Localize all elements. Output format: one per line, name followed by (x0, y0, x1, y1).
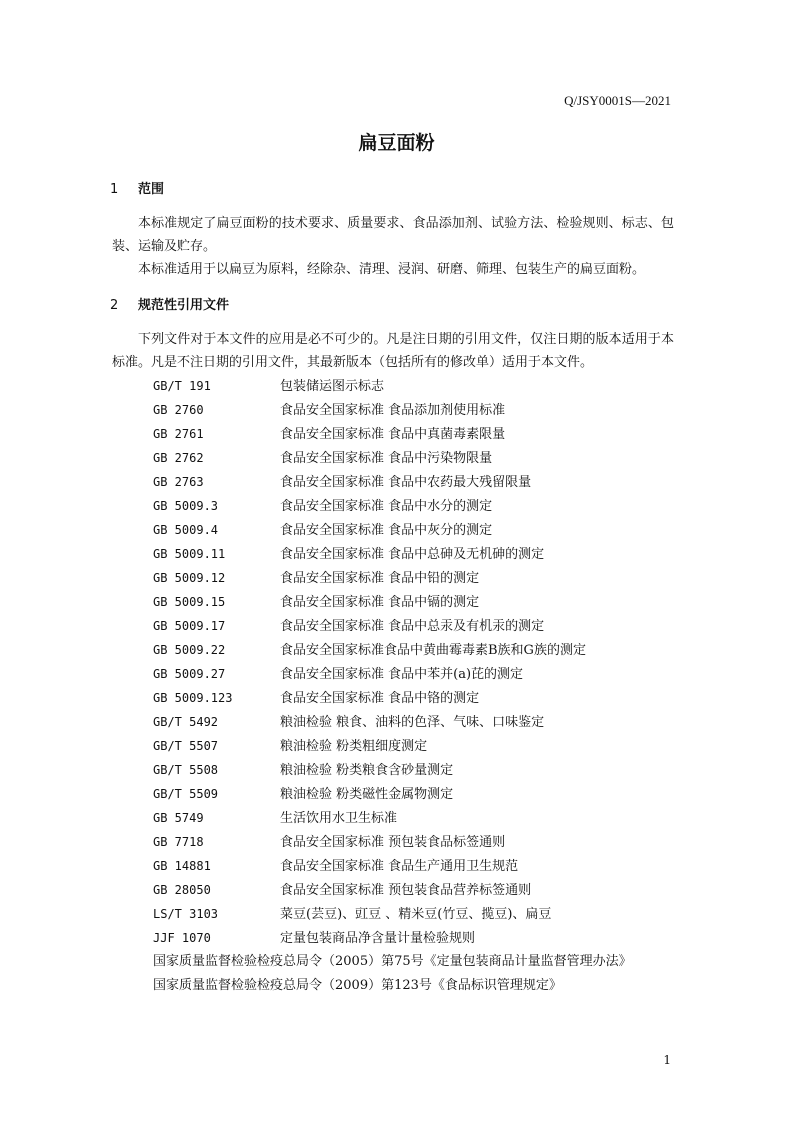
reference-title: 食品安全国家标准 预包装食品营养标签通则 (280, 883, 532, 898)
reference-title: 食品安全国家标准 食品中铅的测定 (280, 571, 480, 586)
reference-title: 食品安全国家标准 食品中灰分的测定 (280, 523, 493, 538)
reference-code: GB 2760 (153, 403, 204, 417)
reference-code: GB/T 5508 (153, 763, 219, 777)
reference-code: GB 14881 (153, 859, 211, 873)
reference-item (153, 902, 632, 926)
reference-code: GB 5009.123 (153, 691, 233, 705)
reference-title: 定量包装商品净含量计量检验规则 (280, 931, 476, 946)
section-title: 规范性引用文件 (138, 298, 230, 313)
scope-paragraph-1: 本标准规定了扁豆面粉的技术要求、质量要求、食品添加剂、试验方法、检验规则、标志、包装、运输及贮存。 (112, 216, 674, 254)
reference-item (153, 806, 632, 830)
page-number: 1 (663, 1053, 671, 1067)
reference-item (153, 878, 632, 902)
reference-code: GB/T 5507 (153, 739, 219, 753)
reference-item (153, 638, 632, 662)
reference-item (153, 446, 632, 470)
reference-title: 生活饮用水卫生标准 (280, 811, 398, 826)
reference-title: 粮油检验 粉类粗细度测定 (280, 739, 428, 754)
reference-item (153, 518, 632, 542)
reference-item (153, 782, 632, 806)
reference-code: GB 2763 (153, 475, 204, 489)
reference-title: 食品安全国家标准 食品中镉的测定 (280, 595, 480, 610)
reference-item (153, 566, 632, 590)
reference-title: 食品安全国家标准 食品中水分的测定 (280, 499, 493, 514)
reference-title: 菜豆(芸豆)、豇豆 、精米豆(竹豆、揽豆)、扁豆 (280, 907, 552, 922)
reference-item-regulation (153, 974, 632, 998)
standard-code: Q/JSY0001S—2021 (564, 93, 671, 108)
reference-code: GB 5009.4 (153, 523, 219, 537)
reference-title: 食品安全国家标准 食品中真菌毒素限量 (280, 427, 506, 442)
reference-title: 食品安全国家标准 食品中苯并(a)芘的测定 (280, 667, 524, 682)
reference-item (153, 662, 632, 686)
reference-item (153, 422, 632, 446)
reference-code: GB 28050 (153, 883, 211, 897)
reference-title: 食品安全国家标准 食品中污染物限量 (280, 451, 493, 466)
reference-item (153, 494, 632, 518)
section-heading-normative-references (110, 294, 229, 313)
reference-title: 食品安全国家标准 食品生产通用卫生规范 (280, 859, 519, 874)
reference-item (153, 926, 632, 950)
reference-title: 食品安全国家标准 食品中农药最大残留限量 (280, 475, 532, 490)
reference-item (153, 854, 632, 878)
reference-item (153, 686, 632, 710)
section-title: 范围 (138, 182, 165, 197)
reference-item (153, 374, 632, 398)
reference-item (153, 830, 632, 854)
reference-code: GB 5009.22 (153, 643, 226, 657)
reference-item (153, 734, 632, 758)
scope-paragraph-2: 本标准适用于以扁豆为原料，经除杂、清理、浸润、研磨、筛理、包装生产的扁豆面粉。 (138, 262, 646, 277)
reference-item (153, 470, 632, 494)
section-number: 2 (110, 298, 119, 313)
reference-title: 食品安全国家标准 食品中总砷及无机砷的测定 (280, 547, 545, 562)
reference-code: GB 5009.12 (153, 571, 226, 585)
reference-title: 国家质量监督检验检疫总局令（2009）第123号《食品标识管理规定》 (153, 978, 562, 993)
reference-code: JJF 1070 (153, 931, 211, 945)
reference-code: GB 5009.3 (153, 499, 219, 513)
reference-item (153, 398, 632, 422)
reference-item (153, 590, 632, 614)
reference-code: GB/T 5492 (153, 715, 219, 729)
reference-item-regulation (153, 950, 632, 974)
reference-code: GB/T 5509 (153, 787, 219, 801)
reference-title: 粮油检验 粉类磁性金属物测定 (280, 787, 454, 802)
reference-title: 食品安全国家标准食品中黄曲霉毒素B族和G族的测定 (280, 643, 586, 658)
reference-code: GB 5009.17 (153, 619, 226, 633)
reference-title: 粮油检验 粮食、油料的色泽、气味、口味鉴定 (280, 715, 545, 730)
reference-code: GB 7718 (153, 835, 204, 849)
reference-code: GB 5009.27 (153, 667, 226, 681)
reference-item (153, 542, 632, 566)
section-number: 1 (110, 182, 119, 197)
reference-title: 包装储运图示标志 (280, 379, 385, 394)
reference-title: 食品安全国家标准 食品中铬的测定 (280, 691, 480, 706)
reference-code: LS/T 3103 (153, 907, 219, 921)
reference-code: GB 2761 (153, 427, 204, 441)
reference-code: GB 5749 (153, 811, 204, 825)
reference-item (153, 758, 632, 782)
reference-item (153, 710, 632, 734)
reference-title: 国家质量监督检验检疫总局令（2005）第75号《定量包装商品计量监督管理办法》 (153, 954, 632, 969)
references-intro-paragraph: 下列文件对于本文件的应用是必不可少的。凡是注日期的引用文件，仅注日期的版本适用于本标准。凡是不注日期的引用文件，其最新版本（包括所有的修改单）适用于本文件。 (112, 332, 674, 370)
reference-title: 食品安全国家标准 食品添加剂使用标准 (280, 403, 506, 418)
reference-title: 食品安全国家标准 食品中总汞及有机汞的测定 (280, 619, 545, 634)
reference-title: 食品安全国家标准 预包装食品标签通则 (280, 835, 506, 850)
reference-code: GB 5009.15 (153, 595, 226, 609)
reference-item (153, 614, 632, 638)
document-title: 扁豆面粉 (358, 132, 435, 154)
section-heading-scope (110, 178, 164, 197)
reference-code: GB 2762 (153, 451, 204, 465)
reference-code: GB 5009.11 (153, 547, 226, 561)
reference-code: GB/T 191 (153, 379, 211, 393)
reference-list (153, 374, 632, 998)
reference-title: 粮油检验 粉类粮食含砂量测定 (280, 763, 454, 778)
